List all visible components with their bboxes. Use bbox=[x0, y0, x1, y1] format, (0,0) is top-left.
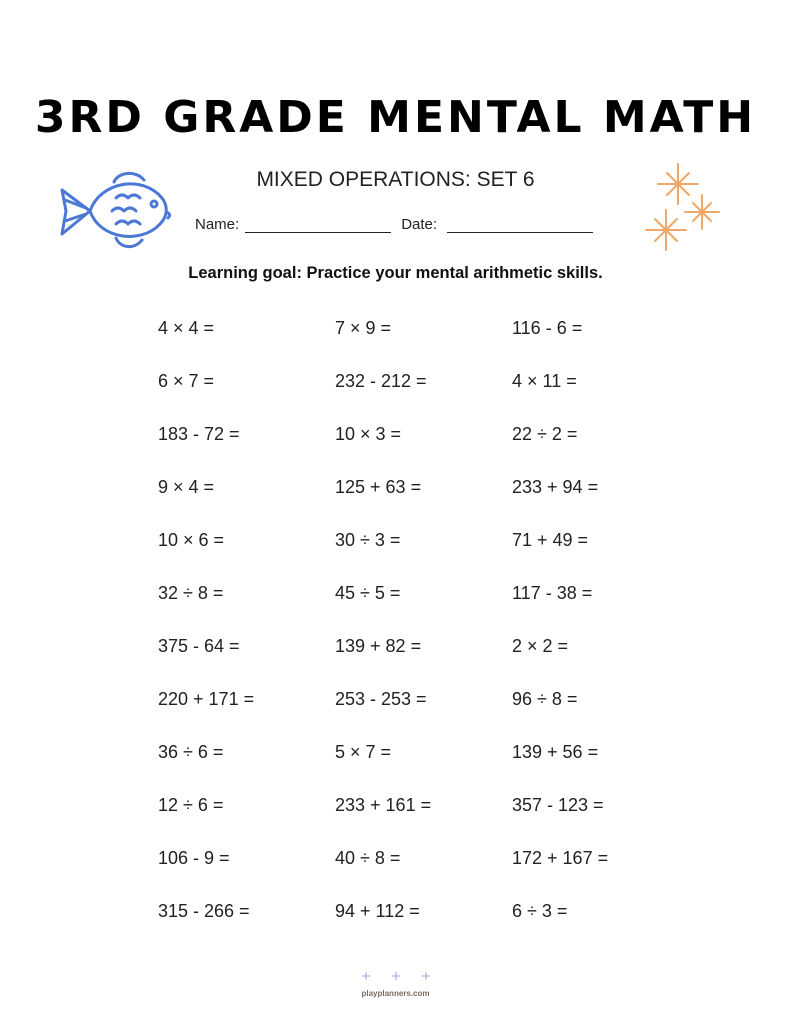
problem-item: 32 ÷ 8 = bbox=[158, 583, 224, 603]
name-blank-line[interactable] bbox=[245, 218, 391, 233]
name-date-row bbox=[195, 216, 615, 233]
problem-item: 12 ÷ 6 = bbox=[158, 795, 224, 815]
problem-item: 22 ÷ 2 = bbox=[512, 424, 578, 444]
problem-item: 4 × 4 = bbox=[158, 318, 215, 338]
footer bbox=[0, 972, 791, 1000]
problem-item: 96 ÷ 8 = bbox=[512, 689, 578, 709]
problem-item: 125 + 63 = bbox=[335, 477, 422, 497]
date-label: Date: bbox=[401, 216, 438, 233]
problem-item: 5 × 7 = bbox=[335, 742, 392, 762]
worksheet-subtitle: MIXED OPERATIONS: SET 6 bbox=[256, 168, 535, 191]
problem-item: 220 + 171 = bbox=[158, 689, 255, 709]
problem-item: 183 - 72 = bbox=[158, 424, 240, 444]
problem-item: 36 ÷ 6 = bbox=[158, 742, 224, 762]
problem-grid bbox=[158, 318, 658, 954]
problem-item: 139 + 56 = bbox=[512, 742, 599, 762]
problem-item: 232 - 212 = bbox=[335, 371, 427, 391]
problem-item: 6 × 7 = bbox=[158, 371, 215, 391]
problem-item: 9 × 4 = bbox=[158, 477, 215, 497]
worksheet-title: 3RD GRADE MENTAL MATH bbox=[34, 92, 757, 143]
problem-item: 116 - 6 = bbox=[512, 318, 583, 338]
problem-item: 106 - 9 = bbox=[158, 848, 230, 868]
footer-site: playplanners.com bbox=[361, 989, 430, 998]
problem-item: 40 ÷ 8 = bbox=[335, 848, 401, 868]
problem-item: 2 × 2 = bbox=[512, 636, 569, 656]
sparkle-decor-icon bbox=[356, 972, 436, 980]
problem-item: 172 + 167 = bbox=[512, 848, 609, 868]
problem-item: 7 × 9 = bbox=[335, 318, 392, 338]
problem-item: 233 + 94 = bbox=[512, 477, 599, 497]
learning-goal: Learning goal: Practice your mental arithmetic skills. bbox=[188, 264, 603, 282]
name-label: Name: bbox=[195, 216, 240, 233]
problem-item: 139 + 82 = bbox=[335, 636, 422, 656]
problem-item: 375 - 64 = bbox=[158, 636, 240, 656]
problem-item: 315 - 266 = bbox=[158, 901, 250, 921]
problem-item: 253 - 253 = bbox=[335, 689, 427, 709]
problem-item: 45 ÷ 5 = bbox=[335, 583, 401, 603]
problem-item: 30 ÷ 3 = bbox=[335, 530, 401, 550]
problem-item: 6 ÷ 3 = bbox=[512, 901, 568, 921]
problem-item: 233 + 161 = bbox=[335, 795, 432, 815]
problem-item: 117 - 38 = bbox=[512, 583, 593, 603]
problem-item: 71 + 49 = bbox=[512, 530, 589, 550]
problem-item: 10 × 3 = bbox=[335, 424, 402, 444]
problem-item: 357 - 123 = bbox=[512, 795, 604, 815]
problem-item: 94 + 112 = bbox=[335, 901, 420, 921]
problem-item: 4 × 11 = bbox=[512, 371, 577, 391]
date-blank-line[interactable] bbox=[447, 218, 593, 233]
problem-item: 10 × 6 = bbox=[158, 530, 225, 550]
